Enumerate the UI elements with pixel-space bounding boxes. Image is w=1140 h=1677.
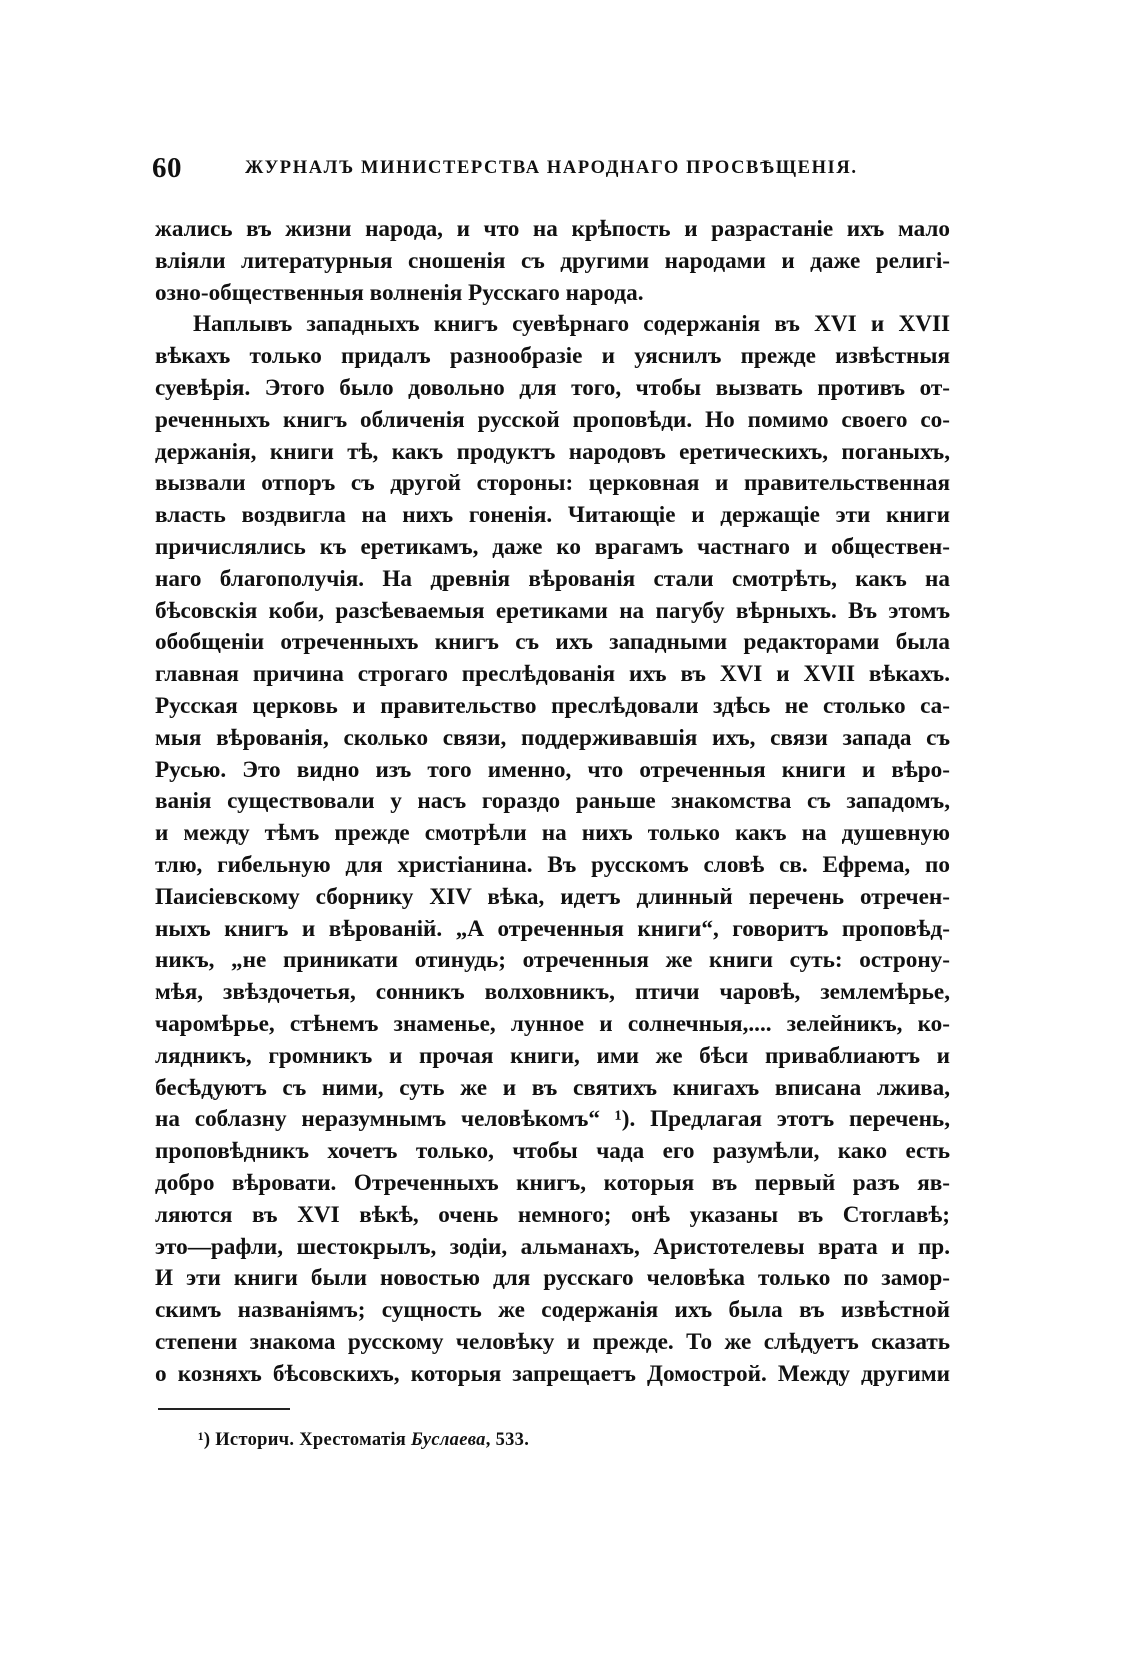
text-line: власть воздвигла на нихъ гоненія. Читающіе и держащіе эти книги: [155, 502, 950, 529]
text-line: ванія существовали у насъ гораздо раньше знакомства съ западомъ,: [155, 788, 950, 815]
footnote: [198, 1430, 529, 1451]
text-line: мыя вѣрованія, сколько связи, поддерживавшія ихъ, связи запада съ: [155, 724, 950, 751]
text-line: и между тѣмъ прежде смотрѣли на нихъ только какъ на душевную: [155, 820, 950, 847]
text-line: Русью. Это видно изъ того именно, что отреченныя книги и вѣро-: [155, 756, 950, 783]
text-line: реченныхъ книгъ обличенія русской проповѣди. Но помимо своего со-: [155, 406, 950, 433]
text-line: скимъ названіямъ; сущность же содержанія ихъ была въ извѣстной: [155, 1297, 950, 1324]
text-line: вліяли литературныя сношенія съ другими народами и даже религі-: [155, 247, 950, 274]
text-line: мѣя, звѣздочетья, сонникъ волховникъ, птичи чаровѣ, землемѣрье,: [155, 979, 950, 1006]
text-line: держанія, книги тѣ, какъ продуктъ народовъ еретическихъ, поганыхъ,: [155, 438, 950, 465]
text-line: ныхъ книгъ и вѣрованій. „А отреченныя книги“, говоритъ проповѣд-: [155, 915, 950, 942]
text-line: жались въ жизни народа, и что на крѣпость и разрастаніе ихъ мало: [155, 216, 950, 242]
text-line: тлю, гибельную для христіанина. Въ русскомъ словѣ св. Ефрема, по: [155, 851, 950, 878]
text-line: о козняхъ бѣсовскихъ, которыя запрещаетъ Домострой. Между другими: [155, 1360, 950, 1387]
text-line: добро вѣровати. Отреченныхъ книгъ, которыя въ первый разъ яв-: [155, 1169, 950, 1196]
journal-title: ЖУРНАЛЪ МИНИСТЕРСТВА НАРОДНАГО ПРОСВѢЩЕНІЯ.: [245, 158, 858, 178]
text-line: обобщеніи отреченныхъ книгъ съ ихъ западными редакторами была: [155, 629, 950, 656]
text-line: лядникъ, громникъ и прочая книги, ими же бѣси приваблиаютъ и: [155, 1042, 950, 1069]
footnote-author: Буслаева: [411, 1430, 486, 1450]
text-line: озно-общественныя волненія Русскаго народа.: [155, 279, 644, 306]
text-line: наго благополучія. На древнія вѣрованія стали смотрѣть, какъ на: [155, 565, 950, 592]
text-line: вызвали отпоръ съ другой стороны: церковная и правительственная: [155, 470, 950, 497]
text-line: это—рафли, шестокрылъ, зодіи, альманахъ, Аристотелевы врата и пр.: [155, 1233, 950, 1260]
text-line: главная причина строгаго преслѣдованія ихъ въ XVI и XVII вѣкахъ.: [155, 661, 950, 688]
text-line: ляются въ XVI вѣкѣ, очень немного; онѣ указаны въ Стоглавѣ;: [155, 1201, 950, 1228]
text-line: Русская церковь и правительство преслѣдовали здѣсь не столько са-: [155, 692, 950, 719]
page-number: 60: [152, 152, 182, 184]
running-head: [152, 152, 949, 192]
footnote-divider: [158, 1408, 290, 1410]
body-text: [155, 214, 950, 1390]
text-line: бесѣдуютъ съ ними, суть же и въ святихъ книгахъ вписана лжива,: [155, 1074, 950, 1101]
text-line: чаромѣрье, стѣнемъ знаменье, лунное и солнечныя,.... зелейникъ, ко-: [155, 1010, 950, 1037]
text-line: никъ, „не приникати отинудь; отреченныя же книги суть: острону-: [155, 947, 950, 974]
paragraph-first-line: Наплывъ западныхъ книгъ суевѣрнаго содержанія въ XVI и XVII: [193, 311, 950, 338]
text-line: на соблазну неразумнымъ человѣкомъ“ ¹). Предлагая этотъ перечень,: [155, 1106, 950, 1133]
footnote-page-ref: , 533.: [485, 1430, 530, 1450]
text-line: бѣсовскія коби, разсѣеваемыя еретиками на пагубу вѣрныхъ. Въ этомъ: [155, 597, 950, 624]
footnote-marker: ¹): [198, 1430, 211, 1450]
text-line: степени знакома русскому человѣку и прежде. То же слѣдуетъ сказать: [155, 1328, 950, 1355]
text-line: Паисіевскому сборнику XIV вѣка, идетъ длинный перечень отречен-: [155, 883, 950, 910]
text-line: причислялись къ еретикамъ, даже ко врагамъ частнаго и обществен-: [155, 533, 950, 560]
text-line: проповѣдникъ хочетъ только, чтобы чада его разумѣли, како есть: [155, 1138, 950, 1165]
text-line: суевѣрія. Этого было довольно для того, чтобы вызвать противъ от-: [155, 374, 950, 401]
text-line: И эти книги были новостью для русскаго человѣка только по замор-: [155, 1265, 950, 1292]
text-line: вѣкахъ только придалъ разнообразіе и уяснилъ прежде извѣстныя: [155, 343, 950, 370]
footnote-text: Историч. Хрестоматія: [210, 1430, 412, 1450]
